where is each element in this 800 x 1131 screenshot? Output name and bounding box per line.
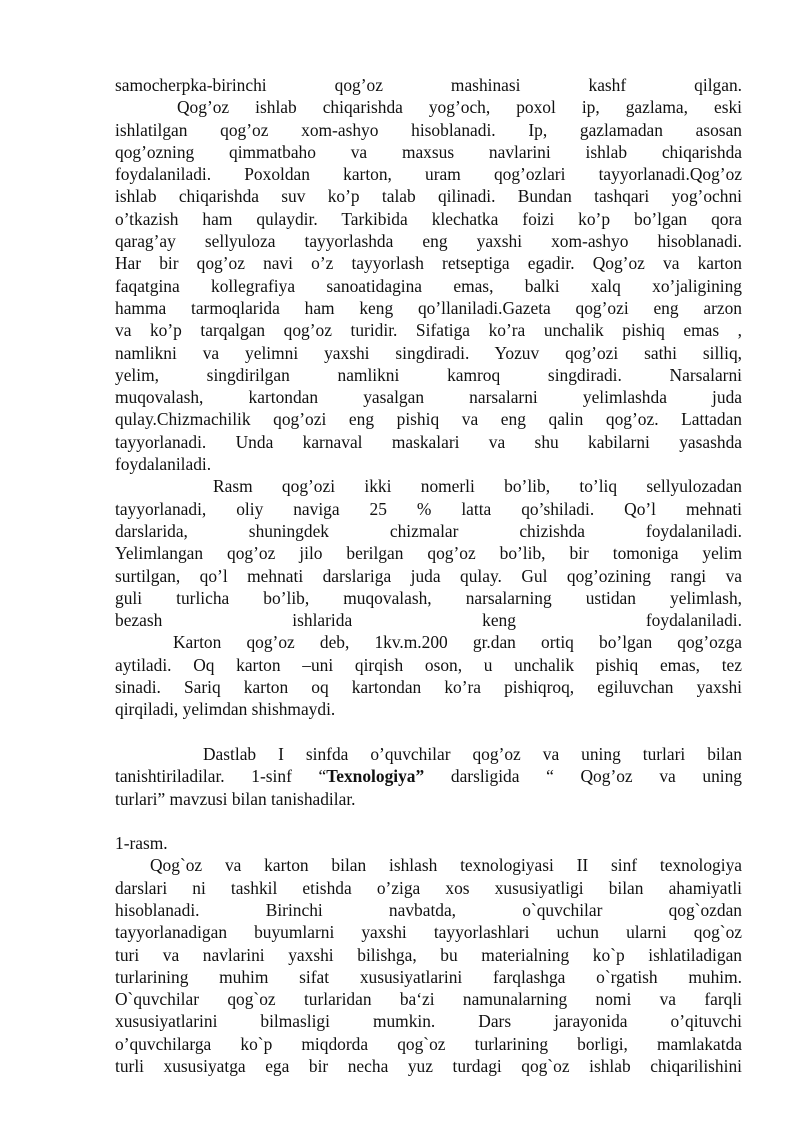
- document-body: [115, 74, 742, 1077]
- text-line: va ko’p tarqalgan qog’oz turidir. Sifatiga ko’ra unchalik pishiq emas ,: [115, 320, 742, 341]
- text-line: qulay.Chizmachilik qog’ozi eng pishiq va eng qalin qog’oz. Lattadan: [115, 409, 742, 430]
- text-line: hamma tarmoqlarida ham keng qo’llaniladi.Gazeta qog’ozi eng arzon: [115, 297, 742, 318]
- text-line: ishlatilgan qog’oz xom-ashyo hisoblanadi. Ip, gazlamadan asosan: [115, 119, 742, 140]
- text-line: qirqiladi, yelimdan shishmaydi.: [115, 699, 336, 720]
- text-run: tanishtiriladilar. 1-sinf “: [115, 766, 327, 787]
- figure-caption: 1-rasm.: [115, 833, 168, 854]
- text-line: qog’ozning qimmatbaho va maxsus navlarini ishlab chiqarishda: [115, 141, 742, 162]
- text-line: tayyorlanadi, oliy naviga 25 % latta qo’shiladi. Qo’l mehnati: [115, 498, 742, 519]
- text-line: qarag’ay sellyuloza tayyorlashda eng yaxshi xom-ashyo hisoblanadi.: [115, 231, 742, 252]
- text-line: foydalaniladi. Poxoldan karton, uram qog’ozlari tayyorlanadi.Qog’oz: [115, 164, 742, 185]
- paragraph-first-line: Qog`oz va karton bilan ishlash texnologiyasi II sinf texnologiya: [150, 855, 742, 876]
- text-line: tayyorlanadigan buyumlarni yaxshi tayyorlashlari uchun ularni qog`oz: [115, 922, 742, 943]
- text-line: darslari ni tashkil etishda o’ziga xos xususiyatligi bilan ahamiyatli: [115, 877, 742, 898]
- text-line: sinadi. Sariq karton oq kartondan ko’ra pishiqroq, egiluvchan yaxshi: [115, 677, 742, 698]
- text-line: xususiyatlarini bilmasligi mumkin. Dars jarayonida o’qituvchi: [115, 1011, 742, 1032]
- blank-line: [115, 721, 742, 743]
- blank-line: [115, 810, 742, 832]
- text-line: tayyorlanadi. Unda karnaval maskalari va shu kabilarni yasashda: [115, 431, 742, 452]
- text-line: foydalaniladi.: [115, 454, 212, 475]
- text-line: Har bir qog’oz navi o’z tayyorlash retseptiga egadir. Qog’oz va karton: [115, 253, 742, 274]
- text-line: o’quvchilarga ko`p miqdorda qog`oz turlarining borligi, mamlakatda: [115, 1033, 742, 1054]
- text-line: surtilgan, qo’l mehnati darslariga juda qulay. Gul qog’ozining rangi va: [115, 565, 742, 586]
- paragraph-first-line: Qog’oz ishlab chiqarishda yog’och, poxol ip, gazlama, eski: [177, 97, 742, 118]
- text-line: muqovalash, kartondan yasalgan narsalarni yelimlashda juda: [115, 387, 742, 408]
- text-line: turlari” mavzusi bilan tanishadilar.: [115, 788, 356, 809]
- paragraph-first-line: Rasm qog’ozi ikki nomerli bo’lib, to’liq sellyulozadan: [213, 476, 742, 497]
- text-line: namlikni va yelimni yaxshi singdiradi. Yozuv qog’ozi sathi silliq,: [115, 342, 742, 363]
- text-line: o’tkazish ham qulaydir. Tarkibida klechatka foizi ko’p bo’lgan qora: [115, 208, 742, 229]
- text-line: yelim, singdirilgan namlikni kamroq singdiradi. Narsalarni: [115, 364, 742, 385]
- text-run: darsligida “ Qog’oz va uning: [424, 766, 743, 787]
- paragraph-first-line: Dastlab I sinfda o’quvchilar qog’oz va uning turlari bilan: [203, 743, 742, 764]
- text-line: Yelimlangan qog’oz jilo berilgan qog’oz bo’lib, bir tomoniga yelim: [115, 543, 742, 564]
- text-line: hisoblanadi. Birinchi navbatda, o`quvchilar qog`ozdan: [115, 899, 742, 920]
- text-line: [115, 765, 742, 787]
- text-line: guli turlicha bo’lib, muqovalash, narsalarning ustidan yelimlash,: [115, 587, 742, 608]
- text-line: faqatgina kollegrafiya sanoatidagina emas, balki xalq xo’jaligining: [115, 275, 742, 296]
- text-line: darslarida, shuningdek chizmalar chizishda foydalaniladi.: [115, 520, 742, 541]
- text-line: ishlab chiqarishda suv ko’p talab qilinadi. Bundan tashqari yog’ochni: [115, 186, 742, 207]
- text-line: samocherpka-birinchi qog’oz mashinasi kashf qilgan.: [115, 75, 742, 95]
- paragraph-first-line: Karton qog’oz deb, 1kv.m.200 gr.dan ortiq bo’lgan qog’ozga: [173, 632, 742, 653]
- text-line: aytiladi. Oq karton –uni qirqish oson, u unchalik pishiq emas, tez: [115, 654, 742, 675]
- text-line: turi va navlarini yaxshi bilishga, bu materialning ko`p ishlatiladigan: [115, 944, 742, 965]
- text-line: turlarining muhim sifat xususiyatlarini farqlashga o`rgatish muhim.: [115, 966, 742, 987]
- text-line: bezash ishlarida keng foydalaniladi.: [115, 610, 742, 631]
- text-line: turli xususiyatga ega bir necha yuz turdagi qog`oz ishlab chiqarilishini: [115, 1056, 742, 1077]
- text-line: O`quvchilar qog`oz turlaridan ba‘zi namunalarning nomi va farqli: [115, 989, 742, 1010]
- textbook-title: Texnologiya”: [326, 766, 425, 787]
